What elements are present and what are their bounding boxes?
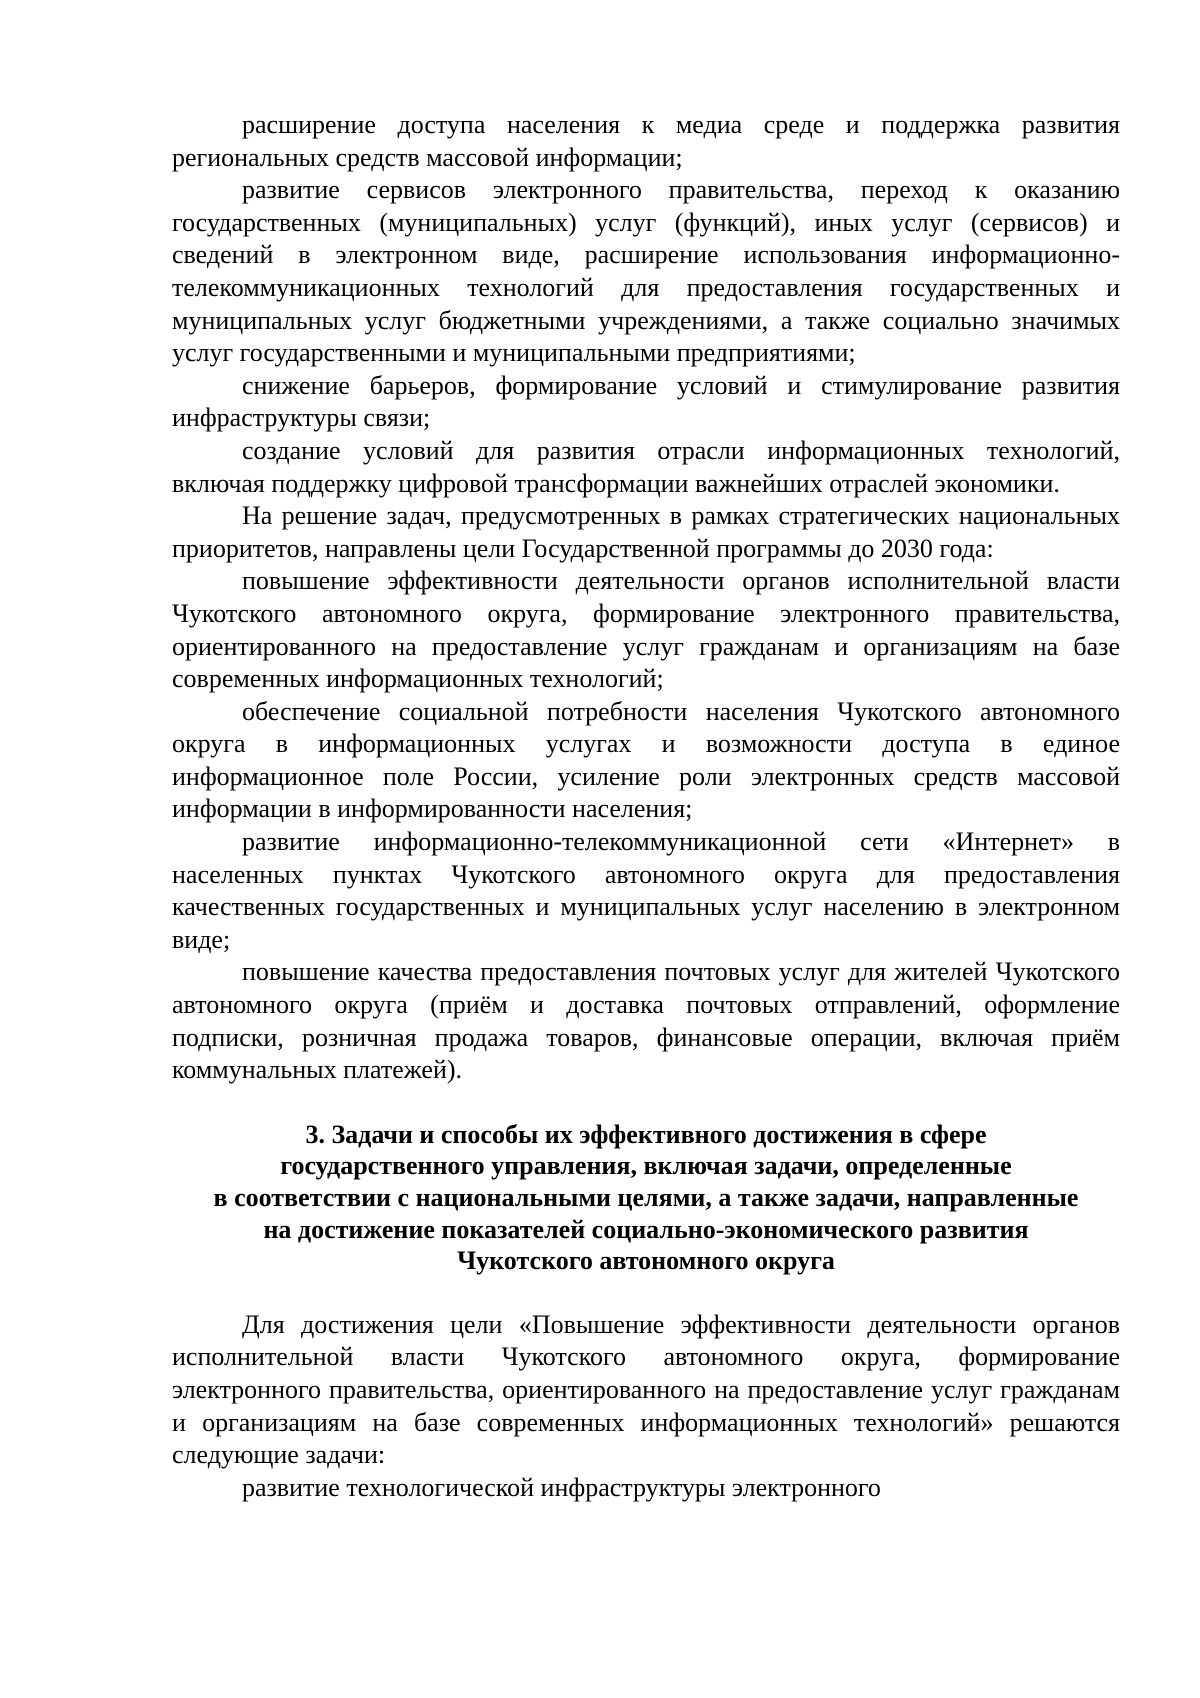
paragraph-task-infrastructure: развитие технологической инфраструктуры электронного — [242, 1472, 881, 1502]
paragraph-tasks-intro: Для достижения цели «Повышение эффективности деятельности органов исполнительной власти Чукотского автономного округа, формирование электронного правительства, ориентированного на предоставление услуг гражданам и организациям на базе современных информационных технологий» решаются следующие задачи: — [172, 1309, 1120, 1470]
paragraph-goal-postal-services: повышение качества предоставления почтовых услуг для жителей Чукотского автономного округа (приём и доставка почтовых отправлений, оформление подписки, розничная продажа товаров, финансовые операции, включая приём коммунальных платежей). — [172, 957, 1120, 1085]
heading-line: государственного управления, включая задачи, определенные — [280, 1151, 1012, 1181]
heading-line: в соответствии с национальными целями, а также задачи, направленные — [213, 1183, 1079, 1212]
paragraph-program-goals-intro: На решение задач, предусмотренных в рамках стратегических национальных приоритетов, направлены цели Государственной программы до 2030 года: — [172, 501, 1120, 563]
paragraph-media-access: расширение доступа населения к медиа среде и поддержка развития региональных средств массовой информации; — [172, 110, 1120, 172]
document-page — [172, 109, 1120, 1504]
section-heading — [172, 1119, 1120, 1277]
paragraph-goal-efficiency: повышение эффективности деятельности органов исполнительной власти Чукотского автономного округа, формирование электронного правительства, ориентированного на предоставление услуг гражданам и организациям на базе современных информационных технологий; — [172, 566, 1120, 694]
paragraph-communication-infrastructure: снижение барьеров, формирование условий и стимулирование развития инфраструктуры связи; — [172, 370, 1120, 433]
heading-line: 3. Задачи и способы их эффективного достижения в сфере — [305, 1119, 987, 1149]
heading-line: Чукотского автономного округа — [457, 1246, 835, 1276]
paragraph-goal-information-needs: обеспечение социальной потребности населения Чукотского автономного округа в информационных услугах и возможности доступа в единое информационное поле России, усиление роли электронных средств массовой информации в информированности населения; — [172, 696, 1120, 824]
paragraph-it-industry: создание условий для развития отрасли информационных технологий, включая поддержку цифровой трансформации важнейших отраслей экономики. — [172, 435, 1120, 498]
heading-line: на достижение показателей социально-экономического развития — [263, 1214, 1029, 1244]
paragraph-goal-internet: развитие информационно-телекоммуникационной сети «Интернет» в населенных пунктах Чукотского автономного округа для предоставления качественных государственных и муниципальных услуг населению в электронном виде; — [172, 827, 1120, 954]
paragraph-e-government-services: развитие сервисов электронного правительства, переход к оказанию государственных (муниципальных) услуг (функций), иных услуг (сервисов) и сведений в электронном виде, расширение использования информационно-телекоммуникационных технологий для предоставления государственных и муниципальных услуг бюджетными учреждениями, а также социально значимых услуг государственными и муниципальными предприятиями; — [172, 175, 1120, 368]
